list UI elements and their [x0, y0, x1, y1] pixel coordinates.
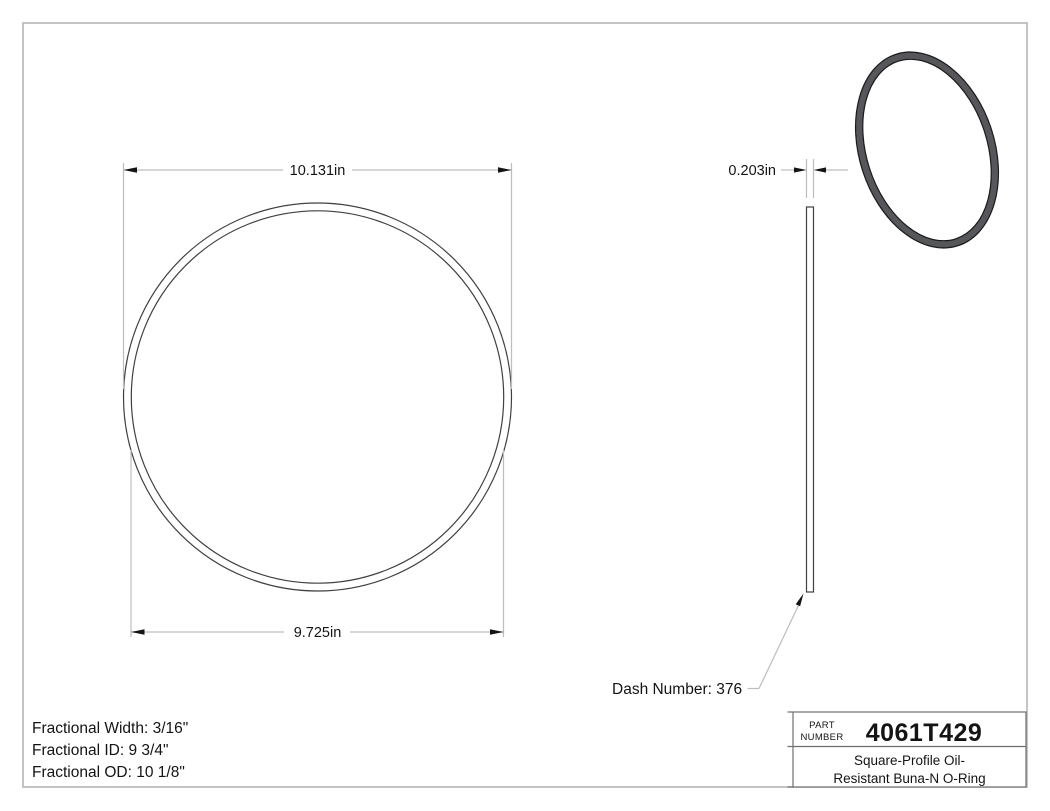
fractional-notes: [32, 720, 188, 781]
width-dimension: [728, 159, 848, 198]
iso-ring-inner-edge: [841, 43, 1014, 258]
id-dimension: [131, 450, 504, 641]
iso-ring-band: [836, 38, 1018, 262]
od-dimension: [124, 163, 512, 389]
isometric-view: [832, 33, 1023, 266]
width-dimension-label: 0.203in: [728, 163, 776, 179]
oring-inner-circle: [131, 211, 503, 583]
title-block: [788, 712, 1027, 787]
width-arrow-left: [794, 167, 807, 172]
dash-number-leader: [612, 594, 804, 699]
od-dimension-label: 10.131in: [289, 163, 346, 179]
part-description-line2: Resistant Buna-N O-Ring: [833, 771, 986, 786]
fractional-width-note: Fractional Width: 3/16": [32, 720, 189, 737]
part-description-line1: Square-Profile Oil-: [853, 753, 966, 768]
part-label-line1: PART: [809, 720, 835, 731]
side-view: [807, 207, 814, 592]
oring-outer-circle: [124, 203, 512, 591]
part-number: 4061T429: [865, 719, 983, 747]
id-arrow-left: [131, 629, 145, 634]
fractional-od-note: Fractional OD: 10 1/8": [32, 764, 185, 781]
leader-diagonal-segment: [759, 599, 802, 689]
od-arrow-right: [498, 167, 512, 172]
sheet-border: [23, 23, 1027, 787]
oring-profile-rect: [807, 207, 814, 592]
front-view: [124, 203, 512, 591]
od-arrow-left: [124, 167, 138, 172]
id-arrow-right: [490, 629, 504, 634]
part-label-line2: NUMBER: [800, 732, 844, 743]
leader-arrowhead: [796, 594, 804, 607]
width-arrow-right: [814, 167, 827, 172]
id-dimension-label: 9.725in: [293, 625, 342, 641]
dash-number-label: Dash Number: 376: [612, 681, 743, 698]
fractional-id-note: Fractional ID: 9 3/4": [32, 742, 169, 759]
